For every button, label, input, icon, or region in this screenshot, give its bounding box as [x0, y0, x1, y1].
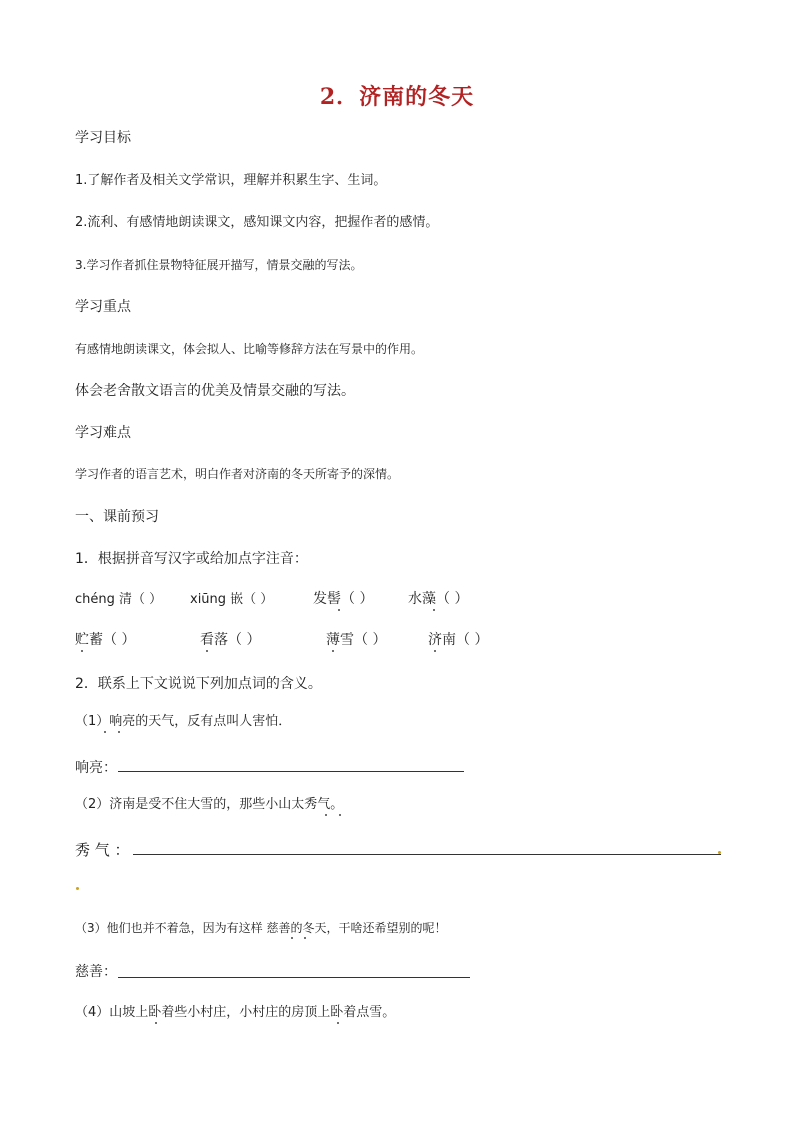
goal-item: 1.了解作者及相关文学常识，理解并积累生字、生词。 — [75, 173, 387, 188]
pinyin-item: 水藻（ ） — [408, 591, 469, 607]
focus-item: 有感情地朗读课文，体会拟人、比喻等修辞方法在写景中的作用。 — [75, 342, 424, 356]
difficulty-text: 学习作者的语言艺术，明白作者对济南的冬天所寄予的深情。 — [75, 467, 400, 481]
emphasis-dot — [434, 650, 436, 652]
goal-item: 3.学习作者抓住景物特征展开描写，情景交融的写法。 — [75, 258, 363, 272]
pinyin-item: 贮蓄（ ） — [75, 632, 136, 648]
pinyin-item: 发髻（ ） — [313, 591, 374, 607]
emphasis-dot — [81, 650, 83, 652]
answer-line[interactable] — [118, 977, 470, 978]
emphasis-dot — [291, 937, 293, 939]
answer-label: 响亮： — [75, 760, 117, 776]
emphasis-dot — [155, 1022, 157, 1024]
answer-line[interactable] — [118, 771, 464, 772]
emphasis-dot — [104, 731, 106, 733]
emphasis-dot — [206, 650, 208, 652]
pinyin-item: xiūng 嵌（ ） — [190, 592, 274, 607]
pinyin-item: 薄雪（ ） — [326, 632, 387, 648]
answer-label: 秀 气 ： — [75, 841, 130, 859]
pinyin-item: chéng 清（ ） — [75, 592, 163, 607]
sentence-item: （4）山坡上卧着些小村庄，小村庄的房顶上卧着点雪。 — [75, 1005, 396, 1020]
answer-line[interactable] — [133, 854, 721, 855]
emphasis-dot — [433, 609, 435, 611]
goal-item: 2.流利、有感情地朗读课文，感知课文内容，把握作者的感情。 — [75, 215, 439, 230]
emphasis-dot — [337, 1022, 339, 1024]
question-1: 1．根据拼音写汉字或给加点字注音： — [75, 551, 308, 567]
focus-item: 体会老舍散文语言的优美及情景交融的写法。 — [75, 383, 355, 399]
question-2: 2．联系上下文说说下列加点词的含义。 — [75, 676, 322, 692]
emphasis-dot — [118, 731, 120, 733]
pinyin-item: 看落（ ） — [200, 632, 261, 648]
sentence-item: （2）济南是受不住大雪的，那些小山太秀气。 — [75, 797, 344, 812]
emphasis-dot — [304, 937, 306, 939]
sentence-item: （3）他们也并不着急，因为有这样 慈善的冬天，干啥还希望别的呢！ — [75, 921, 447, 935]
stray-mark — [718, 851, 721, 854]
difficulty-heading: 学习难点 — [75, 425, 131, 441]
emphasis-dot — [332, 650, 334, 652]
emphasis-dot — [338, 609, 340, 611]
goals-heading: 学习目标 — [75, 130, 131, 146]
focus-heading: 学习重点 — [75, 299, 131, 315]
emphasis-dot — [325, 814, 327, 816]
sentence-item: （1）响亮的天气，反有点叫人害怕． — [75, 714, 292, 729]
emphasis-dot — [339, 814, 341, 816]
section-heading: 一、课前预习 — [75, 509, 159, 525]
answer-label: 慈善： — [75, 964, 117, 980]
pinyin-item: 济南（ ） — [428, 632, 489, 648]
stray-mark — [76, 887, 79, 890]
page-title: 2．济南的冬天 — [319, 84, 475, 110]
